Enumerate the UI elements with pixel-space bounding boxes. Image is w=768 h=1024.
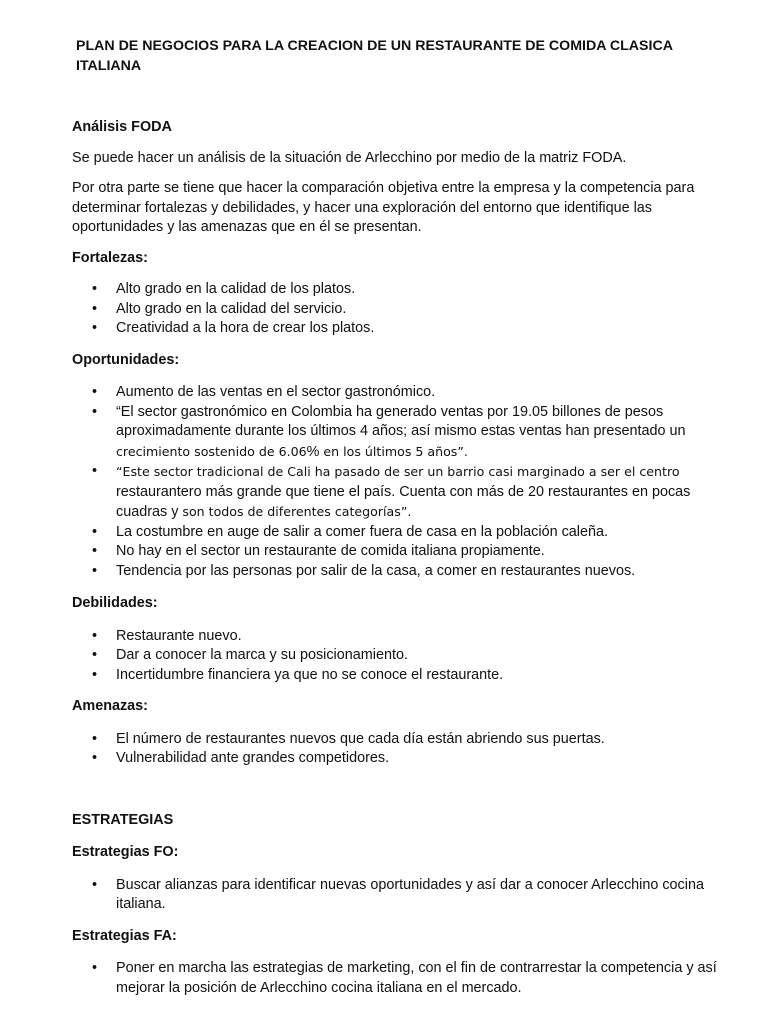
estrategias-fo-list: [72, 876, 732, 915]
analysis-heading: Análisis FODA: [72, 119, 172, 135]
bullet-icon: •: [92, 320, 98, 336]
amenazas-list: [72, 730, 732, 769]
list-item: • Alto grado en la calidad de los platos.: [72, 280, 732, 300]
list-item: • Incertidumbre financiera ya que no se conoce el restaurante.: [72, 666, 732, 686]
document-title: PLAN DE NEGOCIOS PARA LA CREACION DE UN RESTAURANTE DE COMIDA CLASICA ITALIANA: [76, 38, 673, 74]
fortalezas-list: [72, 280, 732, 339]
list-item: • Dar a conocer la marca y su posicionamiento.: [72, 646, 732, 666]
bullet-icon: •: [92, 562, 98, 579]
analysis-paragraph-2: Por otra parte se tiene que hacer la comparación objetiva entre la empresa y la competencia para determinar fortalezas y debilidades, y hacer una exploración del entorno que identifique las oportunidades y las amenazas que en él se presentan.: [72, 180, 695, 235]
bullet-icon: •: [92, 876, 98, 893]
list-item: • Aumento de las ventas en el sector gastronómico.: [72, 383, 732, 403]
list-item: • Tendencia por las personas por salir de la casa, a comer en restaurantes nuevos.: [72, 562, 732, 582]
list-item: • El número de restaurantes nuevos que cada día están abriendo sus puertas.: [72, 730, 732, 750]
fortalezas-heading: Fortalezas:: [72, 249, 148, 266]
bullet-icon: •: [92, 543, 98, 559]
bullet-icon: •: [92, 403, 98, 420]
list-item: • Alto grado en la calidad del servicio.: [72, 300, 732, 320]
estrategias-fo-heading: Estrategias FO:: [72, 844, 179, 860]
bullet-icon: •: [92, 627, 98, 644]
list-item: • Vulnerabilidad ante grandes competidores.: [72, 749, 732, 769]
bullet-icon: •: [92, 523, 98, 540]
bullet-icon: •: [92, 730, 98, 747]
list-item: • No hay en el sector un restaurante de comida italiana propiamente.: [72, 542, 732, 562]
list-item: • Restaurante nuevo.: [72, 627, 732, 647]
list-item: • Buscar alianzas para identificar nuevas oportunidades y así dar a conocer Arlecchino cocina italiana.: [92, 876, 704, 912]
debilidades-heading: Debilidades:: [72, 595, 158, 611]
bullet-icon: •: [92, 463, 98, 479]
bullet-icon: •: [92, 750, 98, 766]
bullet-icon: •: [92, 300, 98, 317]
amenazas-heading: Amenazas:: [72, 698, 148, 714]
estrategias-fa-heading: Estrategias FA:: [72, 927, 177, 944]
oportunidades-heading: Oportunidades:: [72, 351, 180, 368]
analysis-paragraph-1: Se puede hacer un análisis de la situación de Arlecchino por medio de la matriz FODA.: [72, 149, 627, 166]
oportunidades-list: [72, 383, 732, 581]
bullet-icon: •: [92, 960, 98, 976]
list-item: • “Este sector tradicional de Cali ha pasado de ser un barrio casi marginado a ser el centro restaurantero más grande que tiene el país. Cuenta con más de 20 restaurantes en pocas cuadras y son todos de diferentes categorías”.: [92, 463, 691, 520]
debilidades-list: [72, 627, 732, 686]
estrategias-fa-list: [72, 959, 732, 998]
bullet-icon: •: [92, 281, 98, 297]
bullet-icon: •: [92, 647, 98, 663]
estrategias-heading: ESTRATEGIAS: [72, 811, 174, 828]
list-item: • Poner en marcha las estrategias de marketing, con el fin de contrarrestar la competencia y así mejorar la posición de Arlecchino cocina italiana en el mercado.: [92, 960, 717, 996]
list-item: • “El sector gastronómico en Colombia ha generado ventas por 19.05 billones de pesos aproximadamente durante los últimos 4 años; así mismo estas ventas han presentado un crecimiento sostenido de 6.06% en los últimos 5 años”.: [92, 403, 686, 460]
bullet-icon: •: [92, 384, 98, 400]
list-item: • Creatividad a la hora de crear los platos.: [72, 319, 732, 339]
list-item: • La costumbre en auge de salir a comer fuera de casa en la población caleña.: [72, 523, 732, 543]
bullet-icon: •: [92, 666, 98, 683]
